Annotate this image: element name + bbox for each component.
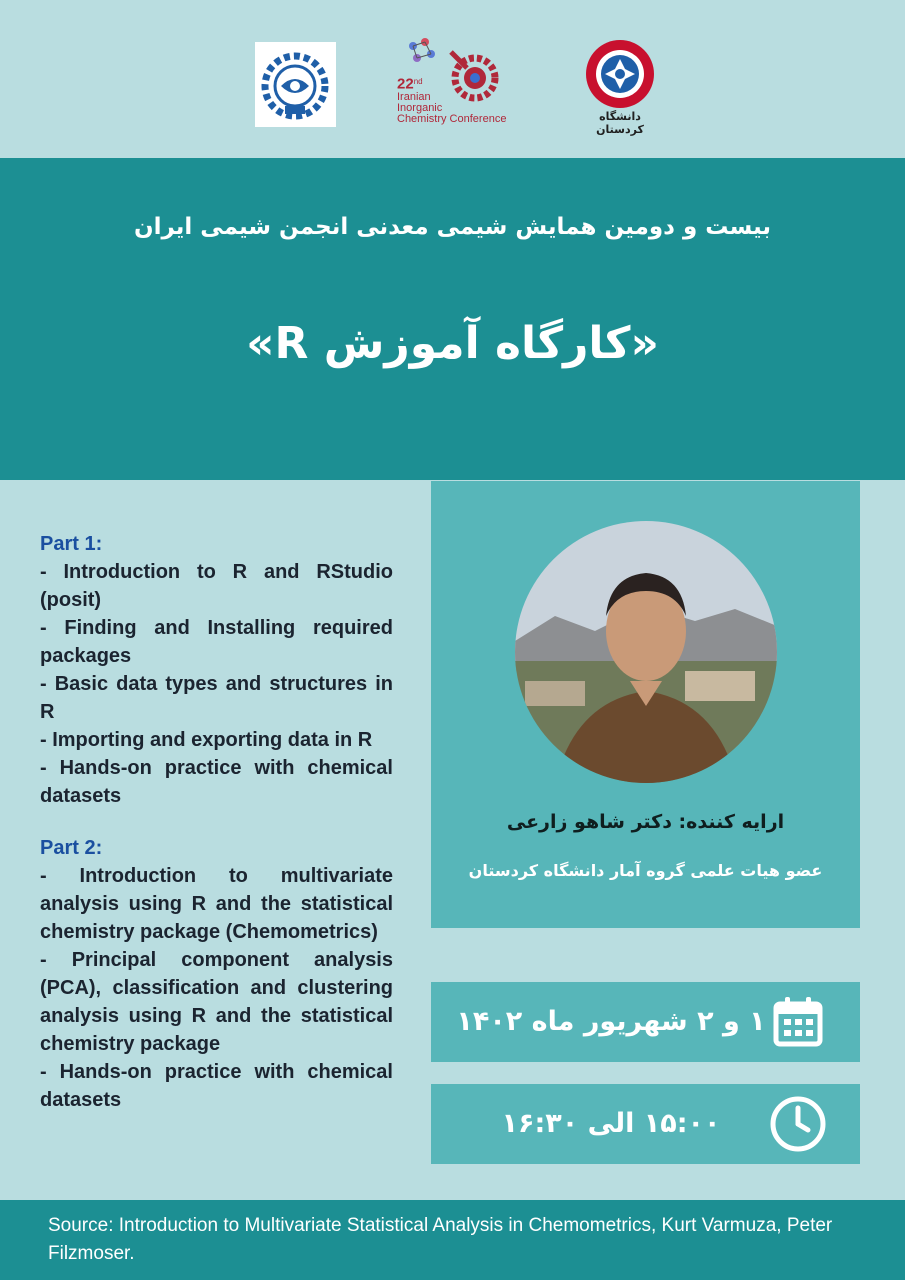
- date-box: [431, 982, 860, 1062]
- part-2-item: - Introduction to multivariate analysis using R and the statistical chemistry package (Chemometrics): [40, 865, 393, 943]
- calendar-icon: [768, 992, 828, 1052]
- part-1-item: - Basic data types and structures in R: [40, 673, 393, 723]
- part-1-item: - Importing and exporting data in R: [40, 729, 373, 751]
- presenter-card: [431, 481, 860, 928]
- workshop-syllabus: [40, 530, 393, 1114]
- workshop-date: ۱ و ۲ شهریور ماه ۱۴۰۲: [456, 1006, 766, 1037]
- conference-line-3: Chemistry Conference: [397, 112, 507, 125]
- section-gap: [40, 810, 393, 834]
- part-2-item: - Principal component analysis (PCA), classification and clustering analysis using R and the statistical chemistry package: [40, 949, 393, 1055]
- part-1-item: - Finding and Installing required packages: [40, 617, 393, 667]
- logo-bar: [0, 0, 905, 158]
- university-of-kurdistan-logo: [575, 38, 665, 136]
- workshop-title: «کارگاه آموزش R»: [246, 318, 659, 369]
- iranian-chemical-society-logo: [255, 42, 336, 127]
- source-citation: Source: Introduction to Multivariate Statistical Analysis in Chemometrics, Kurt Varmuza, Peter Filzmoser.: [48, 1215, 833, 1264]
- conference-logo: [395, 36, 515, 131]
- part-1-item: - Hands-on practice with chemical datasets: [40, 757, 393, 807]
- conference-line-2: Inorganic: [397, 101, 443, 114]
- conference-line-1: Iranian: [397, 90, 431, 103]
- clock-icon: [768, 1094, 828, 1154]
- conference-subtitle: بیست و دومین همایش شیمی معدنی انجمن شیمی ایران: [133, 214, 772, 240]
- conference-suffix: nd: [413, 77, 423, 86]
- part-2-heading: Part 2:: [40, 837, 103, 859]
- conference-number: 22: [397, 75, 414, 93]
- footer-band: [0, 1200, 905, 1280]
- conference-name: [397, 76, 506, 125]
- time-box: [431, 1084, 860, 1164]
- part-2-item: - Hands-on practice with chemical datasets: [40, 1061, 393, 1111]
- workshop-time: ۱۵:۰۰ الی ۱۶:۳۰: [501, 1108, 721, 1139]
- part-1-heading: Part 1:: [40, 533, 103, 555]
- university-name: دانشگاه کردستان: [596, 110, 644, 136]
- presenter-affiliation: عضو هیات علمی گروه آمار دانشگاه کردستان: [468, 861, 823, 880]
- presenter-name: ارایه کننده: دکتر شاهو زارعی: [506, 811, 785, 833]
- presenter-photo: [515, 521, 777, 783]
- part-1-item: - Introduction to R and RStudio (posit): [40, 561, 393, 611]
